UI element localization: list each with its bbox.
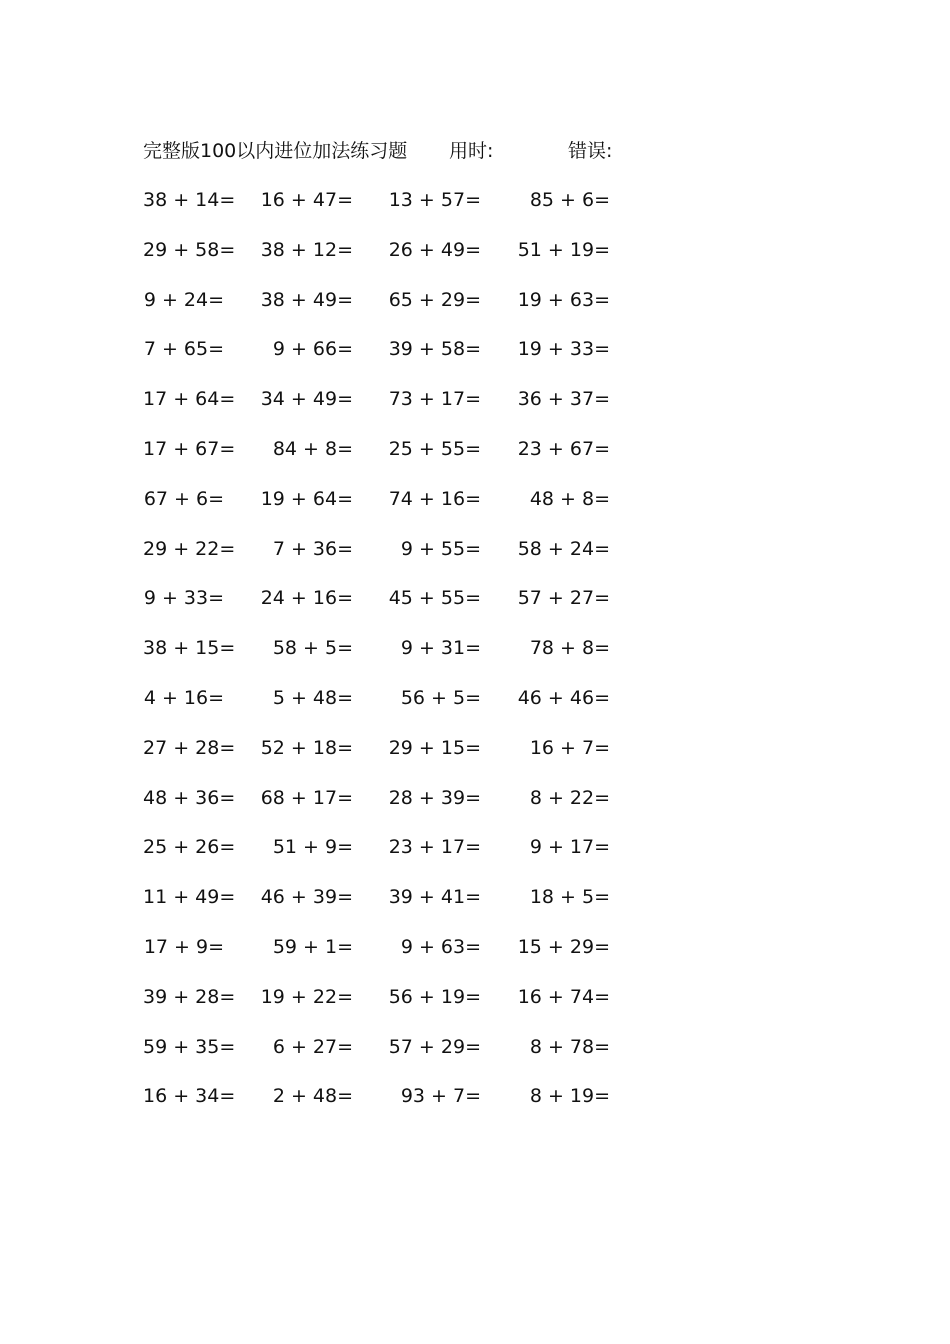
problem-cell: 7 + 36= [272,537,353,560]
problem-cell: 38 + 15= [143,637,236,660]
problem-cell: 36 + 37= [517,388,610,411]
problem-cell: 46 + 46= [517,686,610,709]
problem-cell: 56 + 19= [388,985,481,1008]
problem-cell: 27 + 28= [143,736,236,759]
problem-cell: 7 + 65= [143,338,224,361]
problem-row [143,882,623,932]
problem-row [143,583,623,633]
problem-cell: 25 + 26= [143,836,236,859]
problem-cell: 59 + 1= [272,935,353,958]
problem-row [143,484,623,534]
worksheet-header [143,136,663,166]
problem-cell: 74 + 16= [388,487,481,510]
problem-cell: 8 + 78= [529,1035,610,1058]
problem-cell: 13 + 57= [388,189,481,211]
problem-cell: 9 + 17= [529,836,610,859]
problem-cell: 19 + 33= [517,338,610,361]
problem-row [143,932,623,982]
problem-row [143,733,623,783]
problem-cell: 78 + 8= [529,637,610,660]
problem-cell: 67 + 6= [143,487,224,510]
problem-cell: 11 + 49= [143,886,236,909]
problem-cell: 52 + 18= [260,736,353,759]
problem-cell: 59 + 35= [143,1035,236,1058]
problem-cell: 24 + 16= [260,587,353,610]
errors-label: 错误: [568,140,613,162]
problem-cell: 8 + 22= [529,786,610,809]
problem-cell: 39 + 58= [388,338,481,361]
problem-cell: 85 + 6= [529,189,610,211]
problem-row [143,334,623,384]
problem-cell: 16 + 34= [143,1085,236,1108]
problem-cell: 58 + 5= [272,637,353,660]
problem-cell: 51 + 9= [272,836,353,859]
problem-cell: 26 + 49= [388,238,481,261]
problem-row [143,384,623,434]
problem-cell: 38 + 12= [260,238,353,261]
problem-row [143,982,623,1032]
problem-cell: 51 + 19= [517,238,610,261]
problem-cell: 23 + 17= [388,836,481,859]
problem-cell: 17 + 64= [143,388,236,411]
time-used-label: 用时: [449,140,494,162]
problem-cell: 28 + 39= [388,786,481,809]
problem-cell: 48 + 8= [529,487,610,510]
problem-cell: 23 + 67= [517,437,610,460]
problem-cell: 9 + 31= [400,637,481,660]
problem-row [143,633,623,683]
problem-cell: 25 + 55= [388,437,481,460]
problem-cell: 17 + 9= [143,935,224,958]
problem-cell: 38 + 14= [143,189,236,211]
problem-row [143,683,623,733]
problem-cell: 48 + 36= [143,786,236,809]
problem-cell: 5 + 48= [272,686,353,709]
problem-cell: 68 + 17= [260,786,353,809]
problem-row [143,1032,623,1082]
problem-cell: 45 + 55= [388,587,481,610]
problem-cell: 15 + 29= [517,935,610,958]
problem-cell: 9 + 55= [400,537,481,560]
problem-row [143,185,623,235]
problem-row [143,832,623,882]
problem-cell: 73 + 17= [388,388,481,411]
problem-cell: 19 + 22= [260,985,353,1008]
problem-cell: 93 + 7= [400,1085,481,1108]
problem-cell: 17 + 67= [143,437,236,460]
problem-cell: 19 + 63= [517,288,610,311]
problem-row [143,1081,623,1131]
problem-cell: 58 + 24= [517,537,610,560]
problem-row [143,434,623,484]
problem-cell: 9 + 66= [272,338,353,361]
problem-cell: 29 + 15= [388,736,481,759]
problem-cell: 9 + 24= [143,288,224,311]
problem-cell: 9 + 63= [400,935,481,958]
problem-cell: 46 + 39= [260,886,353,909]
problem-row [143,235,623,285]
problem-cell: 19 + 64= [260,487,353,510]
problem-cell: 57 + 29= [388,1035,481,1058]
problem-cell: 4 + 16= [143,686,224,709]
problem-cell: 39 + 28= [143,985,236,1008]
problem-cell: 2 + 48= [272,1085,353,1108]
problem-row [143,285,623,335]
problem-grid [143,185,623,1131]
problem-cell: 16 + 74= [517,985,610,1008]
problem-cell: 65 + 29= [388,288,481,311]
problem-cell: 18 + 5= [529,886,610,909]
problem-cell: 84 + 8= [272,437,353,460]
problem-cell: 29 + 22= [143,537,236,560]
problem-cell: 39 + 41= [388,886,481,909]
problem-cell: 29 + 58= [143,238,236,261]
problem-cell: 8 + 19= [529,1085,610,1108]
problem-cell: 56 + 5= [400,686,481,709]
worksheet-title: 完整版100以内进位加法练习题 [143,140,408,162]
problem-row [143,783,623,833]
problem-row [143,534,623,584]
problem-cell: 6 + 27= [272,1035,353,1058]
problem-cell: 9 + 33= [143,587,224,610]
problem-cell: 16 + 7= [529,736,610,759]
problem-cell: 16 + 47= [260,189,353,211]
problem-cell: 34 + 49= [260,388,353,411]
problem-cell: 57 + 27= [517,587,610,610]
problem-cell: 38 + 49= [260,288,353,311]
